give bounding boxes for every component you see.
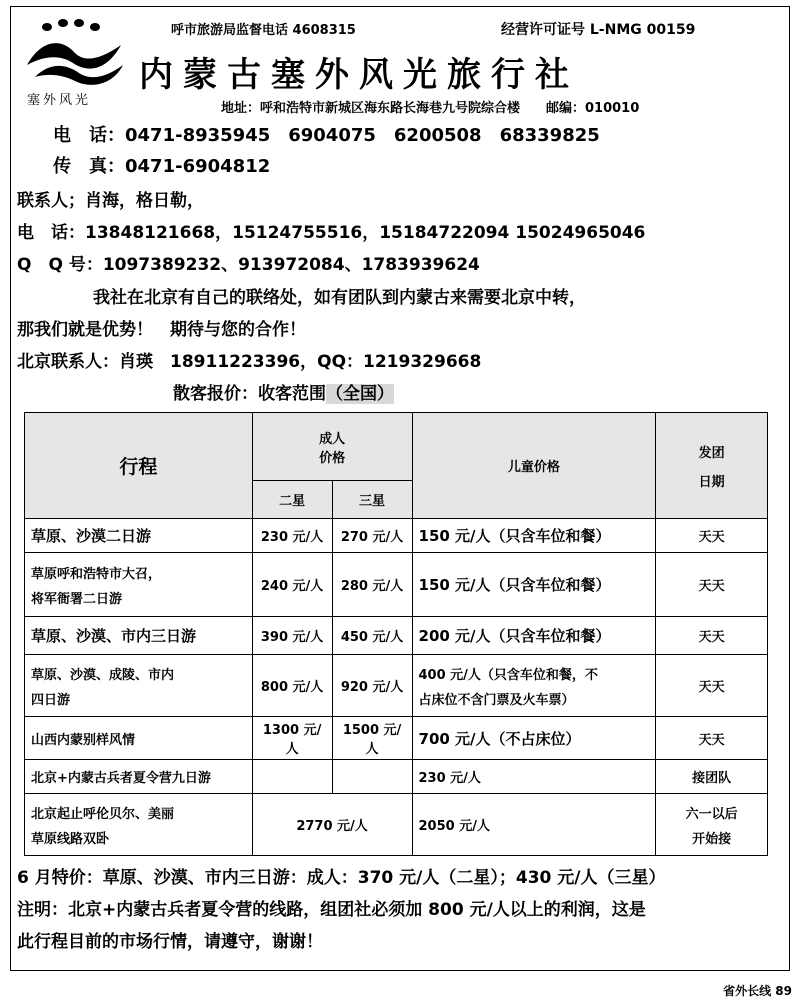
beijing-contact: 北京联系人：肖瑛 18911223396，QQ：1219329668 xyxy=(17,352,482,372)
price-table xyxy=(24,412,768,856)
route-cell: 山西内蒙别样风情 xyxy=(25,717,253,760)
header-route: 行程 xyxy=(25,413,253,519)
route-cell: 草原、沙漠、市内三日游 xyxy=(25,617,253,655)
child-price-cell: 700 元/人（不占床位） xyxy=(412,717,656,760)
company-logo xyxy=(21,15,131,107)
special-offer: 6 月特价：草原、沙漠、市内三日游：成人：370 元/人（二星）；430 元/人（三星） xyxy=(17,868,666,888)
table-row xyxy=(25,794,768,856)
child-price-cell: 230 元/人 xyxy=(412,760,656,794)
two-star-price-cell: 800 元/人 xyxy=(252,655,332,717)
three-star-price-cell: 450 元/人 xyxy=(332,617,412,655)
table-row xyxy=(25,760,768,794)
header-two-star: 二星 xyxy=(252,481,332,519)
fax-line: 传 真：0471-6904812 xyxy=(53,156,271,177)
qq-line: Q Q 号：1097389232、913972084、1783939624 xyxy=(17,255,480,275)
three-star-price-cell: 1500 元/人 xyxy=(332,717,412,760)
header-three-star: 三星 xyxy=(332,481,412,519)
header-child-price: 儿童价格 xyxy=(412,413,656,519)
route-cell: 草原、沙漠、成陵、市内 四日游 xyxy=(25,655,253,717)
header-adult-price: 成人 价格 xyxy=(252,413,412,481)
quote-heading xyxy=(173,379,394,404)
three-star-price-cell: 280 元/人 xyxy=(332,553,412,617)
table-row xyxy=(25,655,768,717)
table-row xyxy=(25,717,768,760)
quote-range: （全国） xyxy=(326,384,394,404)
depart-date-cell: 接团队 xyxy=(656,760,768,794)
company-address: 地址：呼和浩特市新城区海东路长海巷九号院综合楼 邮编：010010 xyxy=(221,101,640,116)
depart-date-cell: 天天 xyxy=(656,655,768,717)
table-row xyxy=(25,519,768,553)
depart-date-cell: 天天 xyxy=(656,617,768,655)
depart-date-cell: 天天 xyxy=(656,553,768,617)
two-star-price-cell: 240 元/人 xyxy=(252,553,332,617)
route-cell: 草原呼和浩特市大召， 将军衙署二日游 xyxy=(25,553,253,617)
depart-date-cell: 天天 xyxy=(656,717,768,760)
table-row xyxy=(25,553,768,617)
child-price-cell: 2050 元/人 xyxy=(412,794,656,856)
two-star-price-cell: 390 元/人 xyxy=(252,617,332,655)
company-name: 内蒙古塞外风光旅行社 xyxy=(139,55,579,95)
route-cell: 北京+内蒙古兵者夏令营九日游 xyxy=(25,760,253,794)
depart-date-cell: 天天 xyxy=(656,519,768,553)
two-star-price-cell: 1300 元/人 xyxy=(252,717,332,760)
route-cell: 北京起止呼伦贝尔、美丽 草原线路双卧 xyxy=(25,794,253,856)
two-star-price-cell xyxy=(252,760,332,794)
page-number: 89 xyxy=(775,984,792,998)
contact-persons: 联系人；肖海，格日勒， xyxy=(17,191,204,211)
child-price-cell: 200 元/人（只含车位和餐） xyxy=(412,617,656,655)
route-cell: 草原、沙漠二日游 xyxy=(25,519,253,553)
three-star-price-cell: 270 元/人 xyxy=(332,519,412,553)
header-depart-date: 发团 日期 xyxy=(656,413,768,519)
intro-line-1: 我社在北京有自己的联络处，如有团队到内蒙古来需要北京中转， xyxy=(93,288,586,308)
child-price-cell: 150 元/人（只含车位和餐） xyxy=(412,553,656,617)
depart-date-cell: 六一以后 开始接 xyxy=(656,794,768,856)
child-price-cell: 150 元/人（只含车位和餐） xyxy=(412,519,656,553)
table-row xyxy=(25,617,768,655)
three-star-price-cell: 920 元/人 xyxy=(332,655,412,717)
intro-line-2: 那我们就是优势！ 期待与您的合作！ xyxy=(17,320,306,340)
note-line-2: 此行程目前的市场行情，请遵守，谢谢！ xyxy=(17,932,323,952)
license-number: 经营许可证号 L-NMG 00159 xyxy=(501,22,696,38)
quote-prefix: 散客报价：收客范围 xyxy=(173,384,326,404)
note-line-1: 注明：北京+内蒙古兵者夏令营的线路，组团社必须加 800 元/人以上的利润，这是 xyxy=(17,900,646,920)
page-footer xyxy=(723,982,792,999)
adult-price-cell: 2770 元/人 xyxy=(252,794,412,856)
section-name: 省外长线 xyxy=(723,984,772,998)
three-star-price-cell xyxy=(332,760,412,794)
mobile-line: 电 话：13848121668，15124755516，15184722094 15024965046 xyxy=(17,223,646,243)
phone-line: 电 话：0471-8935945 6904075 6200508 68339825 xyxy=(53,125,600,146)
logo-wave-icon xyxy=(21,15,131,89)
two-star-price-cell: 230 元/人 xyxy=(252,519,332,553)
logo-text: 塞外风光 xyxy=(27,93,92,108)
child-price-cell: 400 元/人（只含车位和餐，不 占床位不含门票及火车票） xyxy=(412,655,656,717)
supervision-hotline: 呼市旅游局监督电话 4608315 xyxy=(171,23,356,38)
